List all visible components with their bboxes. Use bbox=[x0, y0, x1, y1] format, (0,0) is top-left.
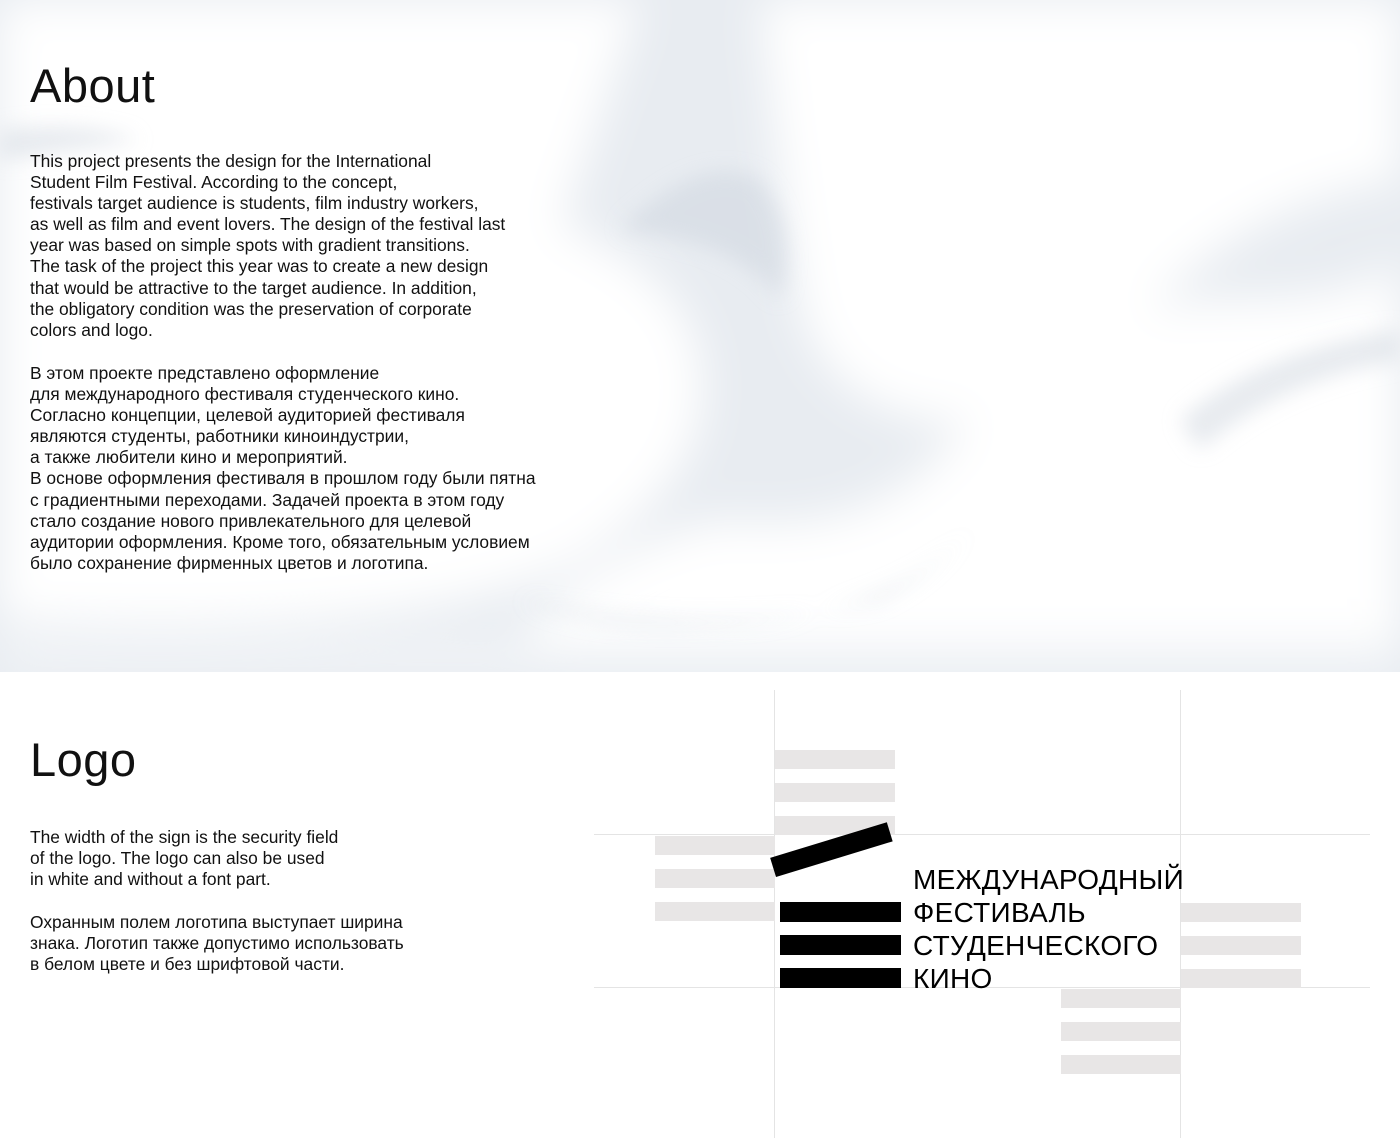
about-description-ru: В этом проекте представлено оформление для международного фестиваля студенческого кино. Согласно концепции, целевой аудиторией фестиваля являются студенты, работники киноиндустрии, а также любители кино и мероприятий. В основе оформления фестиваля в прошлом году были пятна с градиентными переходами. Задачей проекта в этом году стало создание нового привлекательного для целевой аудитории оформления. Кроме того, обязательным условием было сохранение фирменных цветов и логотипа. bbox=[30, 363, 536, 573]
security-field-bar bbox=[1061, 1055, 1181, 1074]
logo-description-ru: Охранным полем логотипа выступает ширина знака. Логотип также допустимо использовать в белом цвете и без шрифтовой части. bbox=[30, 912, 404, 975]
security-field-bar bbox=[1181, 936, 1301, 955]
logo-bar bbox=[780, 935, 901, 955]
security-field-bar bbox=[1181, 969, 1301, 988]
security-field-bar bbox=[1181, 903, 1301, 922]
security-field-bar bbox=[655, 902, 775, 921]
logo-bar bbox=[780, 968, 901, 988]
security-field-bar bbox=[655, 869, 775, 888]
wordmark-line: ФЕСТИВАЛЬ bbox=[913, 897, 1086, 928]
security-field-bar bbox=[655, 836, 775, 855]
security-field-bar bbox=[775, 783, 895, 802]
wordmark-line: КИНО bbox=[913, 963, 993, 994]
about-title: About bbox=[30, 59, 156, 112]
logo-wordmark bbox=[913, 863, 1184, 995]
logo-section bbox=[0, 672, 1400, 1138]
logo-bar bbox=[780, 902, 901, 922]
wordmark-line: МЕЖДУНАРОДНЫЙ bbox=[913, 864, 1185, 895]
grid-line-horizontal bbox=[594, 834, 1370, 835]
wordmark-line: СТУДЕНЧЕСКОГО bbox=[913, 930, 1159, 961]
logo-title: Logo bbox=[30, 733, 137, 786]
security-field-bar bbox=[1061, 1022, 1181, 1041]
logo-description-en: The width of the sign is the security field of the logo. The logo can also be used in white and without a font part. bbox=[30, 827, 339, 890]
security-field-bar bbox=[775, 750, 895, 769]
about-description-en: This project presents the design for the International Student Film Festival. According to the concept, festivals target audience is students, film industry workers, as well as film and event lovers. The design of the festival last year was based on simple spots with gradient transitions. The task of the project this year was to create a new design that would be attractive to the target audience. In addition, the obligatory condition was the preservation of corporate colors and logo. bbox=[30, 151, 506, 340]
